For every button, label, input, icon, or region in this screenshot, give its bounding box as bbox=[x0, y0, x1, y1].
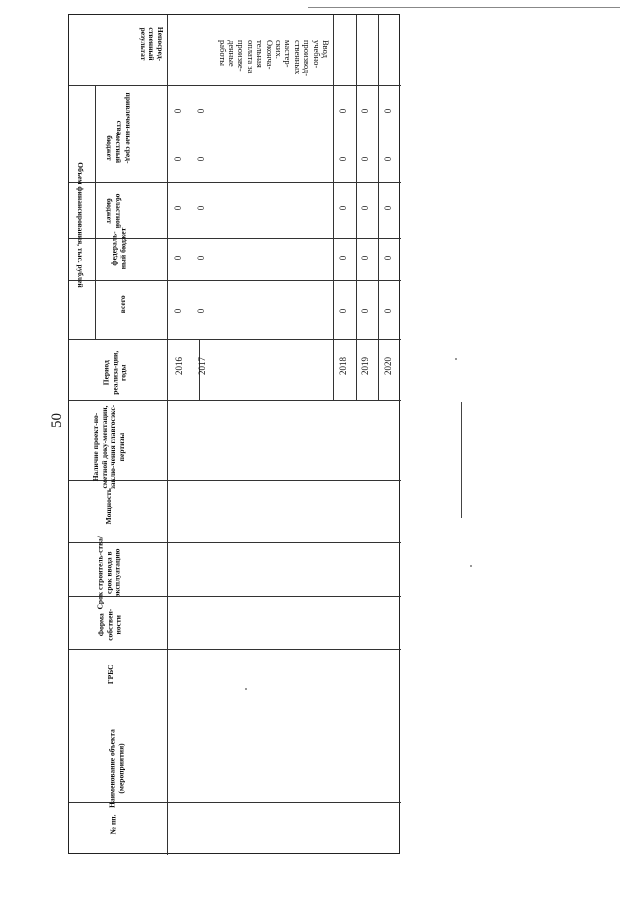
scan-speck bbox=[470, 565, 472, 567]
total-cell: 0 bbox=[195, 308, 206, 314]
attracted-cell: 0 bbox=[359, 108, 370, 114]
year-cell: 2019 bbox=[360, 357, 370, 375]
grid-line bbox=[69, 280, 401, 281]
header-total: всего bbox=[117, 295, 127, 314]
year-cell: 2017 bbox=[197, 357, 207, 375]
federal-cell: 0 bbox=[195, 255, 206, 261]
header-funding-group: Объем финансирования, тыс. рублей bbox=[76, 162, 85, 288]
regional-cell: 0 bbox=[382, 205, 393, 211]
year-cell: 2018 bbox=[338, 357, 348, 375]
result-line: работы bbox=[217, 40, 228, 66]
federal-cell: 0 bbox=[337, 255, 348, 261]
grid-line bbox=[333, 15, 334, 400]
total-cell: 0 bbox=[382, 308, 393, 314]
header-term: Срок строитель-ства/срок ввода в эксплуатацию bbox=[95, 536, 122, 610]
grid-line bbox=[167, 15, 168, 855]
result-line: мастер- bbox=[283, 40, 294, 68]
local-cell: 0 bbox=[172, 156, 183, 162]
header-federal: федераль-ный бюджет bbox=[109, 227, 127, 270]
top-rule bbox=[308, 7, 620, 8]
scan-speck bbox=[455, 358, 457, 360]
federal-cell: 0 bbox=[172, 255, 183, 261]
total-cell: 0 bbox=[337, 308, 348, 314]
total-cell: 0 bbox=[359, 308, 370, 314]
result-line: ских. bbox=[273, 40, 284, 59]
result-line: произве- bbox=[236, 40, 247, 72]
grid-line bbox=[378, 15, 379, 400]
grid-line bbox=[69, 182, 401, 183]
header-grbs: ГРБС bbox=[105, 664, 115, 685]
result-line: тельная bbox=[255, 40, 266, 68]
header-no: № пп. bbox=[108, 814, 118, 835]
attracted-cell: 0 bbox=[195, 108, 206, 114]
regional-cell: 0 bbox=[195, 205, 206, 211]
result-line: оплата за bbox=[245, 40, 256, 74]
grid-line bbox=[69, 400, 401, 401]
year-cell: 2016 bbox=[174, 357, 184, 375]
total-cell: 0 bbox=[172, 308, 183, 314]
header-name: Наименование объекта (мероприятия) bbox=[107, 729, 125, 808]
local-cell: 0 bbox=[359, 156, 370, 162]
result-line: Оконча- bbox=[264, 40, 275, 70]
header-docs: Наличие проект-но-сметной доку-ментации, заклю-чения главгосэкс-пертизы bbox=[91, 404, 126, 490]
federal-cell: 0 bbox=[382, 255, 393, 261]
regional-cell: 0 bbox=[172, 205, 183, 211]
attracted-cell: 0 bbox=[382, 108, 393, 114]
result-line: денные bbox=[226, 40, 237, 67]
result-line: ственных bbox=[292, 40, 303, 75]
local-cell: 0 bbox=[337, 156, 348, 162]
grid-line bbox=[69, 649, 401, 650]
attracted-cell: 0 bbox=[337, 108, 348, 114]
federal-cell: 0 bbox=[359, 255, 370, 261]
result-line: производ- bbox=[302, 40, 313, 77]
header-regional: областной бюджет bbox=[105, 193, 123, 229]
result-line: учебно- bbox=[311, 40, 322, 69]
grid-line bbox=[95, 85, 96, 339]
header-attracted: привлечен-ные сред-ства bbox=[115, 92, 133, 164]
grid-line bbox=[356, 15, 357, 400]
header-period: Период реализа-ции, годы bbox=[101, 350, 128, 395]
header-capacity: Мощность bbox=[103, 488, 113, 525]
year-cell: 2020 bbox=[383, 357, 393, 375]
regional-cell: 0 bbox=[337, 205, 348, 211]
page-number: 50 bbox=[49, 413, 65, 428]
attracted-cell: 0 bbox=[172, 108, 183, 114]
margin-rule bbox=[461, 402, 462, 518]
header-local: местный бюджет bbox=[105, 132, 123, 164]
grid-line bbox=[69, 85, 401, 86]
grid-line bbox=[69, 339, 401, 340]
regional-cell: 0 bbox=[359, 205, 370, 211]
header-result: Непосред-ственный результат bbox=[139, 26, 165, 62]
local-cell: 0 bbox=[382, 156, 393, 162]
local-cell: 0 bbox=[195, 156, 206, 162]
header-ownership: Форма собствен-ности bbox=[96, 608, 123, 641]
result-line: Ввод bbox=[321, 40, 331, 58]
